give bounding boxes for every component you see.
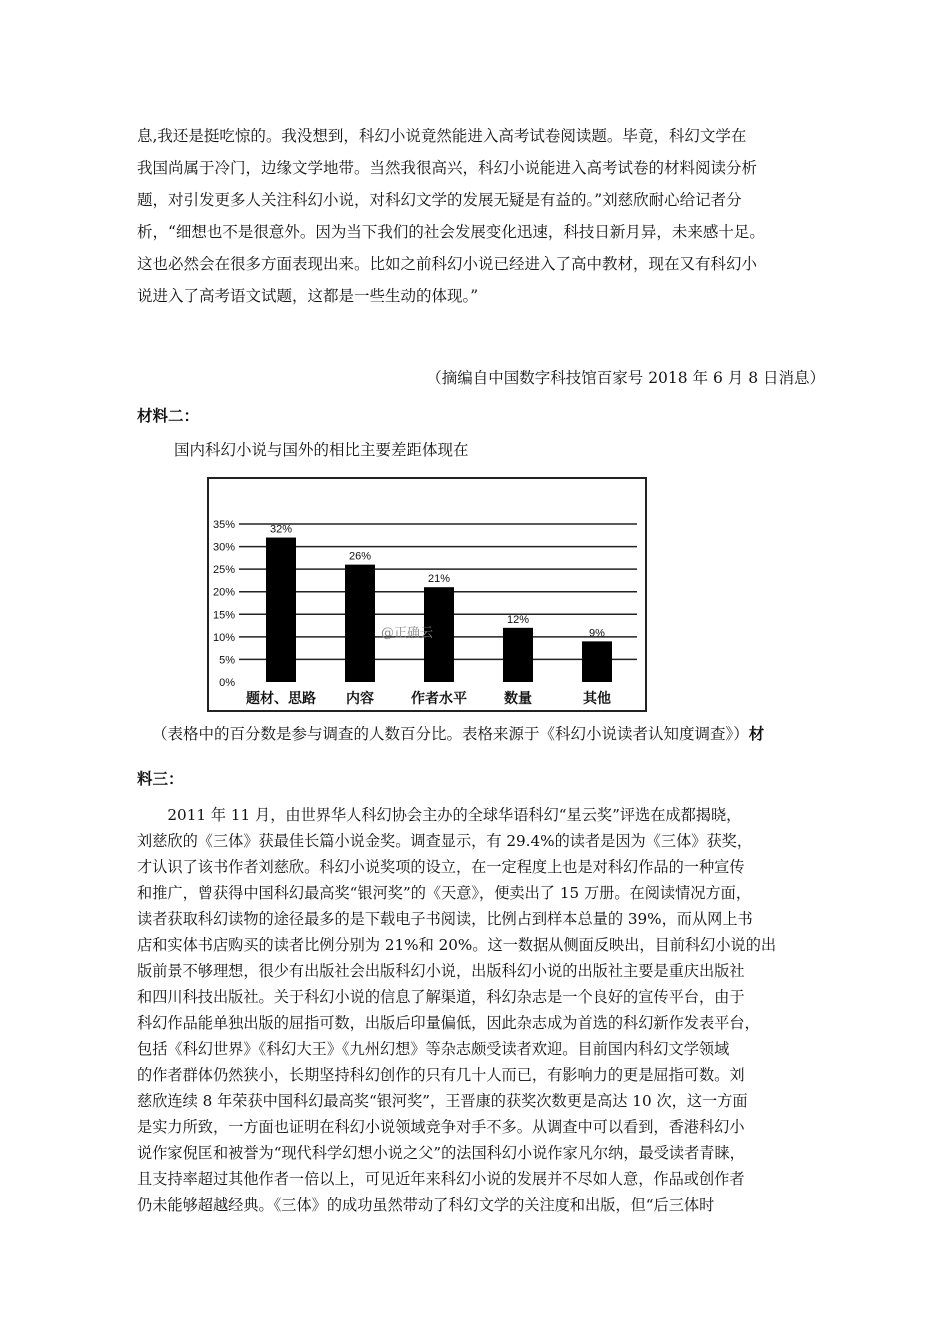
text-line: 和推广，曾获得中国科幻最高奖“银河奖”的《天意》，便卖出了 15 万册。在阅读情况方面， bbox=[137, 884, 752, 902]
data-label: 9% bbox=[589, 627, 605, 640]
text-line: 且支持率超过其他作者一倍以上，可见近年来科幻小说的发展并不尽如人意，作品或创作者 bbox=[137, 1170, 745, 1188]
chart-note-tail: 材 bbox=[748, 724, 765, 743]
text-line: 2011 年 11 月，由世界华人科幻协会主办的全球华语科幻“星云奖”评选在成都揭晓， bbox=[137, 806, 742, 824]
y-tick-label: 0% bbox=[219, 677, 235, 689]
text-line: 析，“细想也不是很意外。因为当下我们的社会发展变化迅速，科技日新月异，未来感十足。 bbox=[137, 223, 765, 241]
text-line: 店和实体书店购买的读者比例分别为 21%和 20%。这一数据从侧面反映出，目前科幻小说的出 bbox=[137, 936, 777, 954]
y-tick-label: 5% bbox=[219, 654, 235, 667]
x-tick-label: 内容 bbox=[346, 690, 374, 706]
material3-heading: 料三： bbox=[137, 769, 184, 788]
bar-0 bbox=[266, 538, 296, 682]
chart-note bbox=[152, 722, 764, 744]
chart-title: 国内科幻小说与国外的相比主要差距体现在 bbox=[174, 441, 469, 459]
text-line: 的作者群体仍然狭小，长期坚持科幻创作的只有几十人而已，有影响力的更是屈指可数。刘 bbox=[137, 1066, 745, 1084]
text-line: 仍未能够超越经典。《三体》的成功虽然带动了科幻文学的关注度和出版，但“后三体时 bbox=[137, 1196, 715, 1214]
material2-heading: 材料二： bbox=[137, 406, 200, 425]
text-line: 这也必然会在很多方面表现出来。比如之前科幻小说已经进入了高中教材，现在又有科幻小 bbox=[137, 255, 758, 273]
data-label: 26% bbox=[348, 550, 372, 563]
text-line: 题，对引发更多人关注科幻小说，对科幻文学的发展无疑是有益的。”刘慈欣耐心给记者分 bbox=[137, 191, 742, 209]
text-line: 包括《科幻世界》《科幻大王》《九州幻想》等杂志颇受读者欢迎。目前国内科幻文学领域 bbox=[137, 1040, 730, 1058]
chart-note-text: （表格中的百分数是参与调查的人数百分比。表格来源于《科幻小说读者认知度调查》） bbox=[152, 725, 749, 743]
text-line: 科幻作品能单独出版的屈指可数，出版后印量偏低，因此杂志成为首选的科幻新作发表平台， bbox=[137, 1014, 760, 1032]
text-line: 慈欣连续 8 年荣获中国科幻最高奖“银河奖”，王晋康的获奖次数更是高达 10 次，这一方面 bbox=[137, 1092, 748, 1110]
material1-paragraph bbox=[137, 120, 827, 312]
text-line: 和四川科技出版社。关于科幻小说的信息了解渠道，科幻杂志是一个良好的宣传平台，由于 bbox=[137, 988, 745, 1006]
watermark-text: @正确云 bbox=[381, 626, 434, 641]
x-tick-label: 作者水平 bbox=[411, 690, 467, 706]
y-tick-label: 15% bbox=[212, 609, 235, 622]
text-line: 说作家倪匡和被誉为“现代科学幻想小说之父”的法国科幻小说作家凡尔纳，最受读者青睐， bbox=[137, 1144, 745, 1162]
bar-4 bbox=[582, 641, 612, 682]
y-tick-label: 20% bbox=[212, 586, 235, 599]
text-line: 刘慈欣的《三体》获最佳长篇小说金奖。调查显示，有 29.4%的读者是因为《三体》获奖， bbox=[137, 832, 753, 850]
material3-paragraph bbox=[137, 802, 827, 1218]
bar-chart bbox=[207, 477, 647, 712]
x-tick-label: 题材、思路 bbox=[246, 690, 316, 706]
data-label: 21% bbox=[427, 573, 451, 586]
text-line: 才认识了该书作者刘慈欣。科幻小说奖项的设立，在一定程度上也是对科幻作品的一种宣传 bbox=[137, 858, 745, 876]
material1-source: （摘编自中国数字科技馆百家号 2018 年 6 月 8 日消息） bbox=[426, 369, 825, 387]
text-line: 说进入了高考语文试题，这都是一些生动的体现。” bbox=[137, 287, 479, 305]
y-tick-label: 25% bbox=[212, 564, 235, 577]
y-tick-label: 35% bbox=[212, 519, 235, 531]
data-label: 32% bbox=[269, 523, 293, 536]
x-tick-label: 其他 bbox=[583, 690, 611, 706]
y-tick-label: 30% bbox=[212, 541, 235, 554]
text-line: 读者获取科幻读物的途径最多的是下载电子书阅读，比例占到样本总量的 39%，而从网上书 bbox=[137, 910, 753, 928]
x-tick-label: 数量 bbox=[504, 690, 532, 706]
bar-1 bbox=[345, 565, 375, 682]
text-line: 息,我还是挺吃惊的。我没想到，科幻小说竟然能进入高考试卷阅读题。毕竟，科幻文学在 bbox=[137, 127, 747, 145]
bar-chart-svg bbox=[209, 479, 645, 710]
text-line: 是实力所致，一方面也证明在科幻小说领域竞争对手不多。从调查中可以看到，香港科幻小 bbox=[137, 1118, 745, 1136]
text-line: 我国尚属于冷门，边缘文学地带。当然我很高兴，科幻小说能进入高考试卷的材料阅读分析 bbox=[137, 159, 758, 177]
bar-3 bbox=[503, 628, 533, 682]
data-label: 12% bbox=[506, 613, 530, 626]
text-line: 版前景不够理想，很少有出版社会出版科幻小说，出版科幻小说的出版社主要是重庆出版社 bbox=[137, 962, 745, 980]
y-tick-label: 10% bbox=[212, 631, 235, 644]
